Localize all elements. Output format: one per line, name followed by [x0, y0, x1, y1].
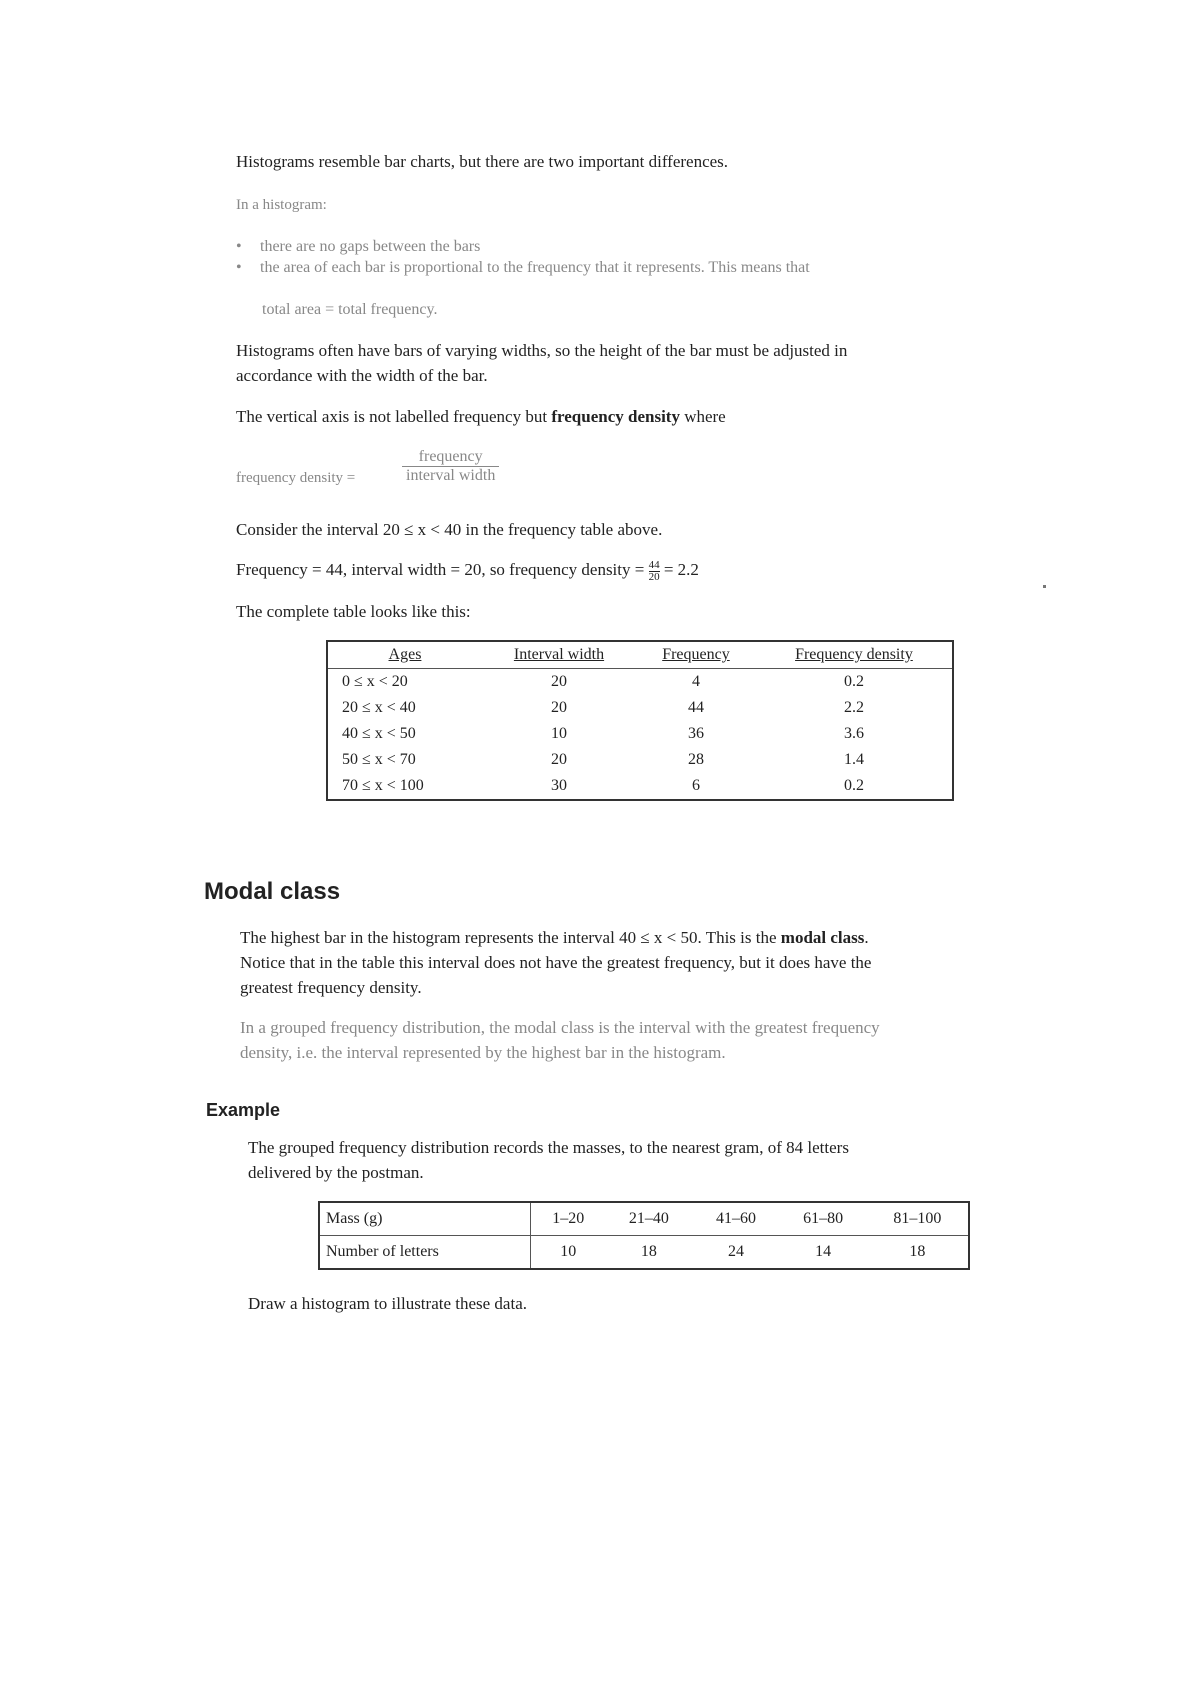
table-cell: 10: [531, 1236, 606, 1270]
column-header: Interval width: [482, 641, 636, 669]
table-cell: 0.2: [843, 777, 864, 794]
formula-numerator: frequency: [402, 448, 499, 467]
modal-para-line-2: Notice that in the table this interval does not have the greatest frequency, but it does have the: [240, 953, 872, 972]
table-cell: 70 ≤ x < 100: [342, 777, 424, 794]
bullet-icon: •: [236, 259, 242, 276]
complete-table-intro: The complete table looks like this:: [236, 602, 471, 621]
example-instruction: Draw a histogram to illustrate these data.: [248, 1294, 527, 1313]
formula-denominator: interval width: [406, 467, 496, 484]
bullet-area-proportional: • the area of each bar is proportional to the frequency that it represents. This means that: [236, 257, 810, 279]
table-cell: 36: [687, 725, 704, 742]
formula-lhs: frequency density =: [236, 470, 356, 486]
table-cell: 4: [691, 673, 700, 690]
frequency-density-table: [326, 640, 954, 801]
example-line-2: delivered by the postman.: [248, 1163, 424, 1182]
table-cell: 0 ≤ x < 20: [342, 673, 408, 690]
frequency-density-calc: Frequency = 44, interval width = 20, so frequency density = $\frac{44}{20}$ = 2.2: [236, 558, 699, 583]
table-cell: 21–40: [605, 1202, 692, 1236]
table-cell: 30: [550, 777, 567, 794]
modal-para-line-3: greatest frequency density.: [240, 978, 422, 997]
table-cell: 40 ≤ x < 50: [342, 725, 416, 742]
table-cell: 3.6: [843, 725, 864, 742]
table-cell: 2.2: [843, 699, 864, 716]
table-cell: 24: [692, 1236, 779, 1270]
table-cell: 20: [550, 673, 567, 690]
table-row: [319, 1236, 969, 1270]
table-header-row: [327, 641, 953, 669]
table-cell: 61–80: [780, 1202, 867, 1236]
formula-fraction: [402, 448, 499, 485]
para-widths-line-2: accordance with the width of the bar.: [236, 366, 488, 385]
modal-para-line-1: The highest bar in the histogram represents the interval 40 ≤ x < 50. This is the modal class.: [240, 928, 869, 947]
example-heading: Example: [206, 1100, 281, 1120]
table-row: [327, 747, 953, 773]
stray-mark: [1043, 585, 1046, 588]
table-cell: 20: [550, 699, 567, 716]
example-line-1: The grouped frequency distribution records the masses, to the nearest gram, of 84 letters: [248, 1138, 849, 1157]
table-cell: 28: [687, 751, 704, 768]
modal-class-heading: Modal class: [204, 878, 341, 905]
table-cell: 10: [550, 725, 567, 742]
table-row: [327, 669, 953, 696]
bullet-no-gaps: • there are no gaps between the bars: [236, 236, 480, 258]
table-cell: 81–100: [867, 1202, 969, 1236]
para-widths-line-1: Histograms often have bars of varying widths, so the height of the bar must be adjusted in: [236, 341, 848, 360]
modal-definition-line-1: In a grouped frequency distribution, the modal class is the interval with the greatest frequency: [240, 1018, 880, 1037]
bullet-continuation: total area = total frequency.: [262, 301, 438, 318]
modal-definition-line-2: density, i.e. the interval represented by the highest bar in the histogram.: [240, 1043, 726, 1062]
table-cell: 1.4: [843, 751, 864, 768]
table-cell: 1–20: [531, 1202, 606, 1236]
column-header: Frequency density: [756, 641, 953, 669]
table-cell: 41–60: [692, 1202, 779, 1236]
vertical-axis-sentence: The vertical axis is not labelled frequency but frequency density where: [236, 407, 726, 426]
in-a-histogram-label: In a histogram:: [236, 197, 327, 213]
table-row: [327, 695, 953, 721]
table-cell: 44: [687, 699, 704, 716]
table-row: [327, 773, 953, 800]
column-header: Ages: [327, 641, 482, 669]
table-cell: 18: [867, 1236, 969, 1270]
row-label-count: Number of letters: [319, 1236, 531, 1270]
intro-line: Histograms resemble bar charts, but there are two important differences.: [236, 152, 729, 171]
table-cell: 18: [605, 1236, 692, 1270]
table-row: [319, 1202, 969, 1236]
consider-sentence: Consider the interval 20 ≤ x < 40 in the frequency table above.: [236, 520, 663, 539]
row-label-mass: Mass (g): [319, 1202, 531, 1236]
table-row: [327, 721, 953, 747]
table-cell: 0.2: [843, 673, 864, 690]
column-header: Frequency: [636, 641, 756, 669]
bullet-icon: •: [236, 238, 242, 255]
table-cell: 50 ≤ x < 70: [342, 751, 416, 768]
letters-mass-table: [318, 1201, 970, 1270]
table-cell: 20: [550, 751, 567, 768]
table-cell: 20 ≤ x < 40: [342, 699, 416, 716]
calc-fraction: $\frac{44}{20}$: [648, 558, 660, 583]
table-cell: 14: [780, 1236, 867, 1270]
table-cell: 6: [691, 777, 700, 794]
